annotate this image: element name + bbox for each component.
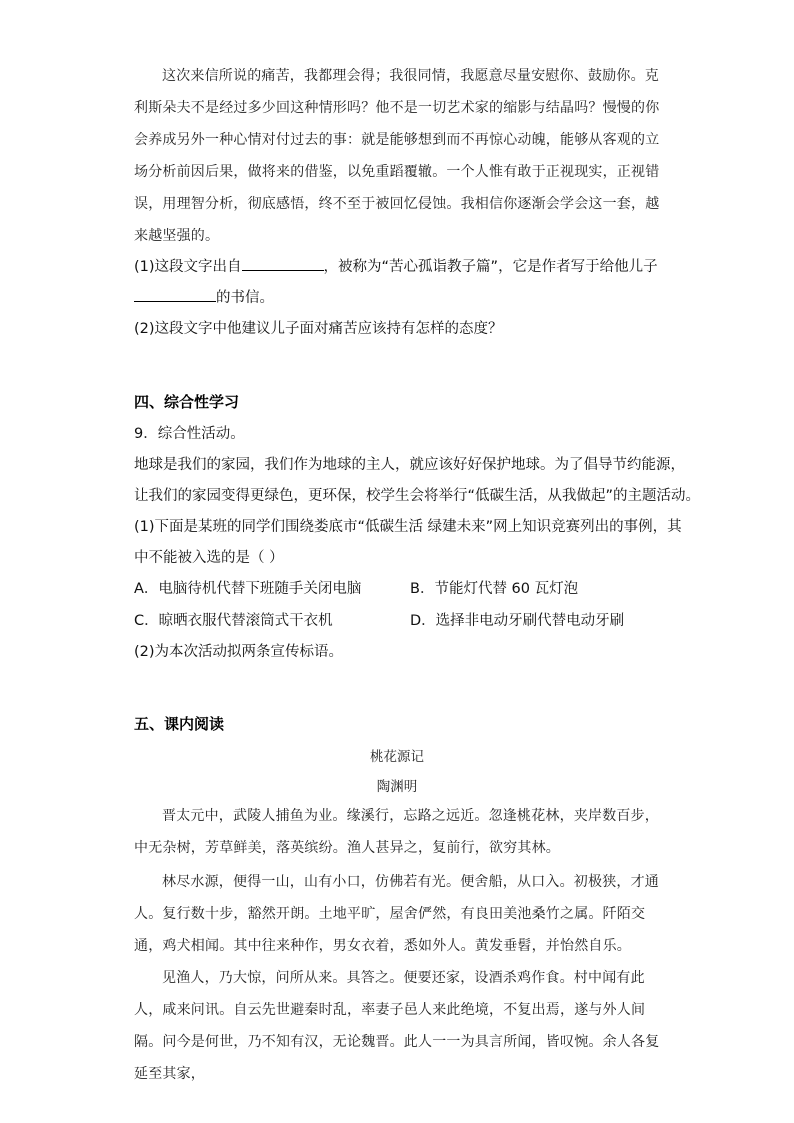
option-b[interactable]: B．节能灯代替 60 瓦灯泡	[410, 581, 579, 597]
passage-paragraph-2: 林尽水源，便得一山，山有小口，仿佛若有光。便舍船，从口入。初极狭，才通人。复行数十步，豁然开朗。土地平旷，屋舍俨然，有良田美池桑竹之属。阡陌交通，鸡犬相闻。其中往来种作，男女衣着，悉如外人。黄发垂髫，并怡然自乐。	[134, 874, 659, 954]
passage-paragraph-1: 晋太元中，武陵人捕鱼为业。缘溪行，忘路之远近。忽逢桃花林，夹岸数百步，中无杂树，芳草鲜美，落英缤纷。渔人甚异之，复前行，欲穷其林。	[134, 808, 659, 856]
answer-blank-2[interactable]	[134, 287, 216, 302]
option-a[interactable]: A．电脑待机代替下班随手关闭电脑	[134, 581, 362, 597]
item-9-title: 9．综合性活动。	[134, 426, 245, 442]
option-d[interactable]: D．选择非电动牙刷代替电动牙刷	[410, 613, 625, 629]
answer-blank-1[interactable]	[242, 256, 324, 271]
passage-title: 桃花源记	[370, 749, 424, 765]
section-5-heading: 五、课内阅读	[134, 715, 225, 733]
question-1-source	[134, 255, 658, 276]
question-1-text-b: ，被称为“苦心孤诣教子篇”，它是作者写于给他儿子	[323, 259, 658, 275]
question-1-text-c: 的书信。	[216, 290, 274, 306]
question-2: (2)这段文字中他建议儿子面对痛苦应该持有怎样的态度？	[134, 321, 503, 337]
passage-paragraph-3: 见渔人，乃大惊，问所从来。具答之。便要还家，设酒杀鸡作食。村中闻有此人，咸来问讯。自云先世避秦时乱，率妻子邑人来此绝境，不复出焉，遂与外人间隔。问今是何世，乃不知有汉，无论魏晋。此人一一为具言所闻，皆叹惋。余人各复延至其家，	[134, 970, 660, 1082]
intro-line-1: 地球是我们的家园，我们作为地球的主人，就应该好好保护地球。为了倡导节约能源，	[134, 457, 685, 473]
passage-author: 陶渊明	[376, 779, 418, 795]
question-1-continued	[134, 286, 274, 307]
section-4-heading: 四、综合性学习	[134, 393, 240, 411]
item-9-question-1-cont: 中不能被入选的是（ ）	[134, 550, 284, 566]
item-9-question-1: (1)下面是某班的同学们围绕娄底市“低碳生活 绿建未来”网上知识竞赛列出的事例，其	[134, 519, 682, 535]
intro-line-2: 让我们的家园变得更绿色，更环保，校学生会将举行“低碳生活，从我做起”的主题活动。	[134, 488, 701, 504]
item-9-question-2: (2)为本次活动拟两条宣传标语。	[134, 644, 344, 660]
letter-passage: 这次来信所说的痛苦，我都理会得；我很同情，我愿意尽量安慰你、鼓励你。克利斯朵夫不是经过多少回这种情形吗？他不是一切艺术家的缩影与结晶吗？慢慢的你会养成另外一种心情对付过去的事：就是能够想到而不再惊心动魄，能够从客观的立场分析前因后果，做将来的借鉴，以免重蹈覆辙。一个人惟有敢于正视现实，正视错误，用理智分析，彻底感悟，终不至于被回忆侵蚀。我相信你逐渐会学会这一套，越来越坚强的。	[134, 68, 660, 244]
question-1-text-a: (1)这段文字出自	[134, 259, 242, 275]
option-c[interactable]: C．晾晒衣服代替滚筒式干衣机	[134, 613, 333, 629]
